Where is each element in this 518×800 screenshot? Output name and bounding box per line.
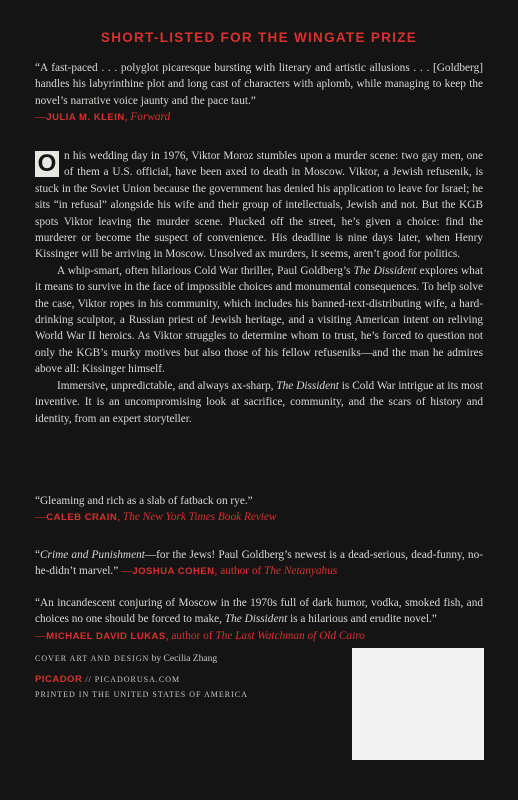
- reviewer-book: The Netanyahus: [264, 565, 338, 578]
- book-title: The Dissident: [224, 613, 288, 626]
- quote-text-b: is a hilarious and erudite novel.”: [287, 613, 437, 626]
- review-quote: “Gleaming and rich as a slab of fatback on rye.”: [35, 495, 253, 507]
- review-nyt: [35, 493, 483, 527]
- credit-label: COVER ART AND DESIGN: [35, 654, 150, 663]
- quote-open: “: [35, 549, 41, 561]
- synopsis-p2-text-b: explores what it means to survive in the face of impossible choices and monumental consequences. To help solve the case, Viktor ropes in his community, which includes his banned-text-distributing wife, a hard-drinking sculptor, a Russian priest of Jewish heritage, and a visiting American intent on reliving World War II heroics. As Viktor struggles to determine whom to trust, he’s forced to question not only the KGB’s murky motives but also those of his fellow refuseniks—and the man he admires above all: Kissinger himself.: [35, 264, 483, 376]
- reviewer-name: CALEB CRAIN: [46, 512, 118, 524]
- synopsis-paragraph-2: [35, 263, 483, 378]
- synopsis-p3-text-b: is Cold War intrigue at its most inventive. It is an uncompromising look at sacrifice, community, and the scars of history and identity, from an expert storyteller.: [35, 379, 483, 425]
- publisher-imprint: [35, 674, 180, 685]
- review-quote: [35, 547, 483, 581]
- attribution-mid: , author of: [165, 629, 216, 642]
- review-cohen: [35, 547, 483, 581]
- publication-name: Forward: [130, 111, 171, 124]
- reviewer-name: JOSHUA COHEN: [132, 566, 215, 578]
- publisher-logo-text: PICADOR: [35, 674, 83, 685]
- review-attribution: [35, 109, 483, 126]
- attribution-sep: ,: [124, 111, 131, 124]
- printed-in-notice: PRINTED IN THE UNITED STATES OF AMERICA: [35, 690, 248, 699]
- attribution-sep: ,: [117, 511, 123, 524]
- quoted-book-title: Crime and Punishment: [40, 549, 145, 561]
- publisher-url: // PICADORUSA.COM: [82, 675, 181, 684]
- drop-cap: O: [35, 151, 59, 177]
- synopsis-paragraph-1: [35, 148, 483, 263]
- credit-designer: by Cecilia Zhang: [149, 654, 218, 664]
- reviewer-name: JULIA M. KLEIN: [46, 112, 125, 124]
- attribution-mid: , author of: [214, 565, 265, 578]
- review-quote: [35, 595, 483, 628]
- quote-text: —for the Jews! Paul Goldberg’s newest is a dead-serious, dead-funny, no-he-didn’t marvel.”: [35, 549, 483, 578]
- book-title: The Dissident: [276, 379, 339, 392]
- reviewer-book: The Last Watchman of Old Cairo: [215, 629, 365, 642]
- award-banner: SHORT-LISTED FOR THE WINGATE PRIZE: [100, 30, 418, 45]
- attribution-dash: —: [35, 111, 47, 124]
- review-attribution: [35, 628, 483, 645]
- book-title: The Dissident: [353, 264, 417, 277]
- review-attribution: [35, 509, 483, 526]
- publication-name: The New York Times Book Review: [122, 511, 277, 524]
- barcode-area: [352, 648, 484, 760]
- reviewer-name: MICHAEL DAVID LUKAS: [46, 630, 166, 642]
- synopsis-p1-text: n his wedding day in 1976, Viktor Moroz stumbles upon a murder scene: two gay men, one of them a U.S. official, have been axed to death in Moscow. Viktor, a Jewish refusenik, is stuck in the Soviet Union because the government has denied his application to leave for Israel; he sits “in refusal” alongside his wife and their group of intellectuals, Jewish and not. But the KGB spots Viktor leaving the murder scene. Plucked off the street, he’s given a choice: find the murderer or become the suspect of convenience. His deadline is nine days later, when Henry Kissinger will be arriving in Moscow. Unsolved ax murders, it seems, aren’t good for politics.: [35, 150, 483, 261]
- review-lukas: [35, 595, 483, 645]
- synopsis: [35, 148, 483, 427]
- cover-credit: [35, 654, 217, 664]
- quote-text-a: “An incandescent conjuring of Moscow in the 1970s full of dark humor, vodka, smoked fish, and choices no one should be forced to make,: [35, 597, 483, 626]
- synopsis-paragraph-3: [35, 378, 483, 427]
- review-quote: “A fast-paced . . . polyglot picaresque bursting with literary and artistic allusions . . . [Goldberg] handles his labyrinthine plot and long cast of characters with aplomb, while managing to keep the novel’s narrative voice jaunty and the pace taut.”: [35, 62, 483, 107]
- synopsis-p3-text-a: Immersive, unpredictable, and always ax-sharp,: [57, 379, 277, 392]
- attribution-dash: —: [35, 511, 47, 524]
- review-forward: [35, 60, 483, 127]
- attribution-dash: —: [118, 565, 133, 578]
- attribution-dash: —: [35, 629, 47, 642]
- synopsis-p2-text-a: A whip-smart, often hilarious Cold War thriller, Paul Goldberg’s: [57, 264, 354, 277]
